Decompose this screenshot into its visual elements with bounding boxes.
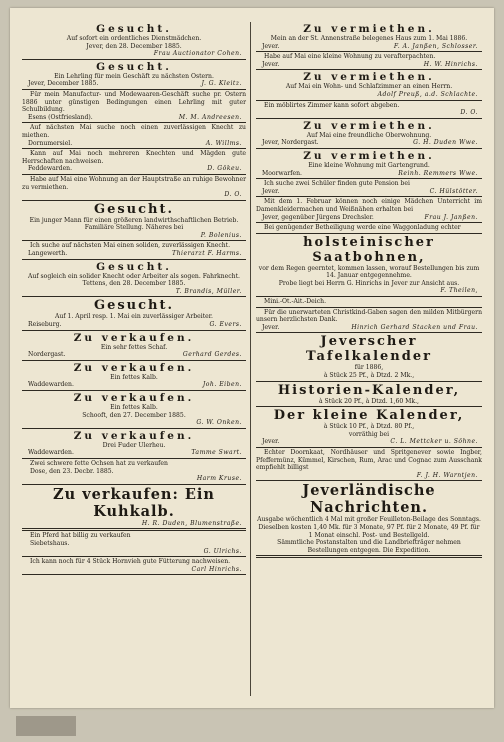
ad-place: Waddewarden. [28,449,74,457]
ad-place: Jever. [262,438,280,446]
ad-heading: Zu verkaufen. [73,331,195,344]
advertisement [22,531,246,557]
ad-signer: Adolf Preuß, a.d. Schlachte. [377,90,478,98]
ad-signature [22,140,246,148]
ad-heading: Gesucht. [96,60,172,73]
ad-place: Jever, gegenüber Jürgens Drechsler. [262,213,374,221]
ad-text: Für die unerwarteten Christkind-Gaben sagen den milden Mitbürgern unsern herzlichsten Dank. [256,308,482,324]
ad-signature [256,61,482,69]
ad-text: Jever, den 28. December 1885. [86,42,182,50]
ad-signature [256,324,482,332]
ad-heading: Jeverscher Tafelkalender [306,334,432,365]
advertisement [256,308,482,334]
ad-signer: C. L. Mettcker u. Söhne. [390,438,478,446]
advertisement [22,60,246,90]
ad-heading: Der kleine Kalender, [273,408,465,424]
ad-text: Mit dem 1. Februar können noch einige Mädchen Unterricht im Damenkleidermachen und Weißnähen erhalten bei [256,198,482,213]
ad-signer: J. G. Kleitz. [201,80,242,88]
ad-heading: Zu verkaufen. [73,429,195,442]
ad-signer: F. A. Janßen, Schlosser. [393,42,478,50]
ad-place: Langewerth. [28,250,68,258]
ad-text: Ein sehr fettes Schaf. [100,343,168,351]
ad-text: Ein Pferd hat billig zu verkaufen [30,532,131,540]
ad-text: Auf sogleich ein solider Knecht oder Arbeiter als sogen. Fahrknecht. [28,272,240,280]
advertisement [22,331,246,361]
ad-signer: Joh. Eiben. [202,381,242,389]
ad-signature [22,321,246,329]
ad-signature [256,214,482,222]
advertisement [22,123,246,149]
ad-signature [22,548,246,556]
ad-heading: Historien-Kalender, [277,382,461,398]
ad-place: Moorwarfen. [262,169,302,177]
advertisement [22,201,246,242]
ad-signer: D. Gökeu. [207,165,242,173]
ad-place: Jever, December 1885. [28,80,99,88]
ad-text: Auf 1. April resp. 1. Mai ein zuverlässiger Arbeiter. [55,313,213,321]
ad-signer: C. Hülstötter. [429,187,478,195]
ad-signature [22,191,246,199]
ad-text: Ein Lehrling für mein Geschäft zu nächsten Ostern. [54,72,214,80]
ad-signer: Frau J. Janßen. [424,213,478,221]
ad-place: Jever. [262,323,280,331]
advertisement [22,429,246,459]
ad-text: Mini.-Ot.-Ait.-Deich. [264,298,327,306]
ad-signature [22,50,246,58]
ad-heading: Gesucht. [93,201,175,217]
advertisement [22,260,246,298]
ad-signature [22,288,246,296]
ad-heading: Jeverländische Nachrichten. [302,482,436,517]
advertisement [22,90,246,123]
ad-place: Dornumersiel. [28,139,73,147]
ad-place: Esens (Ostfriesland). [28,113,93,121]
ad-text: Ein junger Mann für einen größeren landwirthschaftlichen Betrieb. Familiäre Stellung. Näheres bei [29,216,239,232]
ad-heading: Gesucht. [93,298,175,314]
ad-text: Siebetshaus. [30,539,70,547]
advertisement [22,459,246,485]
advertisement [256,223,482,234]
ad-signature [22,80,246,88]
ad-heading: Zu verkaufen. [73,361,195,374]
ad-signature [256,170,482,178]
ad-signer: G. Evers. [209,321,242,329]
ad-text: Für mein Manufactur- und Modewaaren-Geschäft suche pr. Ostern 1886 unter günstigen Bedingungen einen Lehrling mit guter Schulbildung. [22,90,246,114]
ad-text: Ein fettes Kalb. [110,404,158,411]
ad-signature [22,419,246,427]
ad-text: Ein möblirtes Zimmer kann sofort abgeben. [264,101,400,109]
ad-signer: M. M. Andreesen. [178,113,242,121]
advertisement [256,52,482,70]
ad-signature [22,566,246,574]
ad-signature [256,91,482,99]
ad-signer: G. Ulrichs. [203,547,242,555]
advertisement [256,448,482,481]
ad-text: Ich suche zwei Schüler finden gute Pension bei [264,180,410,188]
advertisement [22,22,246,60]
newspaper-page [10,8,494,708]
ad-text: Auf Mai ein Wohn- und Schlafzimmer an einen Herrn. [285,83,453,91]
ad-signer: Harm Kruse. [196,475,242,483]
ad-text: Drei Fuder Ulerheu. [102,441,166,449]
ad-signature [256,139,482,147]
advertisement [256,119,482,149]
ad-text: Auf sofort ein ordentliches Dienstmädchen. [66,35,202,42]
ad-text: Probe liegt bei Herrn G. Hinrichs in Jever zur Ansicht aus. [278,279,460,287]
ad-place: Reiseburg. [28,321,62,329]
ad-text: Tettens, den 28. December 1885. [82,280,186,288]
ad-signer: Tamme Swart. [191,449,242,457]
ad-text: à Stück 20 Pf., à Dtzd. 1,60 Mk., [318,397,419,405]
advertisement [22,241,246,259]
ad-text: Habe auf Mai eine Wohnung an der Hauptstraße an ruhige Bewohner zu vermiethen. [22,175,246,191]
advertisement [22,485,246,532]
advertisement [256,234,482,297]
ad-signer: P. Bolenius. [200,231,242,239]
ad-signer: Reinh. Remmers Wwe. [398,169,478,177]
ad-signature [22,232,246,240]
advertisement [22,557,246,575]
ad-text: Sämmtliche Postanstalten und die Landbriefträger nehmen Bestellungen entgegen. Die Expedition. [277,539,461,554]
ad-heading: Zu vermiethen. [303,149,435,162]
ad-heading: Gesucht. [96,260,172,273]
ad-signature [22,520,246,528]
ad-text: Dieselben kosten 1,40 Mk. für 3 Monate, 97 Pf. für 2 Monate, 49 Pf. für 1 Monat einschl. Post- und Bestellgeld. [258,523,480,539]
ad-signer: F. Theilen, [440,287,478,295]
ad-signature [22,114,246,122]
ad-text: Auf nächsten Mai suche noch einen zuverlässigen Knecht zu miethen. [22,124,246,139]
advertisement [22,297,246,330]
ad-text: à Stück 10 Pf., à Dtzd. 80 Pf., [323,423,415,431]
ad-text: Zwei schwere fette Ochsen hat zu verkaufen [30,459,168,467]
ad-heading: Gesucht. [96,23,172,35]
ad-signature [22,250,246,258]
column-divider [250,22,251,696]
ad-signer: Carl Hinrichs. [191,565,242,573]
advertisement [22,175,246,201]
advertisement [256,333,482,381]
ad-signature [256,43,482,51]
ad-text: für 1886, [354,364,384,372]
ad-heading: Zu vermiethen. [303,23,435,35]
ad-signer: T. Brandis, Müller. [175,287,242,295]
ad-heading: Zu verkaufen: Ein Kuhkalb. [53,485,215,520]
ad-text: Ich suche auf nächsten Mai einen soliden, zuverlässigen Knecht. [30,242,231,250]
ad-place: Feddewarden. [28,165,73,173]
advertisement [256,101,482,119]
advertisement [256,70,482,100]
ad-signer: F. J. H. Warntjen. [416,471,478,479]
ad-signature [256,109,482,117]
ad-signature [22,351,246,359]
right-column [256,22,482,696]
advertisement [256,382,482,408]
ad-signature [256,438,482,446]
advertisement [22,361,246,391]
library-stamp-icon [16,716,76,736]
ad-signer: D. O. [460,109,478,117]
ad-signature [22,449,246,457]
ad-signer: D. O. [224,191,242,199]
ad-place: Jever. [262,187,280,195]
ad-signer: H. W. Hinrichs. [423,60,478,68]
ad-text: Ich kann noch für 4 Stück Hornvieh gute Fütterung nachweisen. [30,558,231,566]
ad-heading: holsteinischer Saatbohnen, [303,234,435,265]
ad-place: Waddewarden. [28,381,74,389]
ad-text: Eine kleine Wohnung mit Gartengrund. [308,161,430,169]
ad-place: Nordergast. [28,351,66,359]
ad-text: Auf Mai eine freundliche Oberwohnung. [306,131,432,139]
ad-signer: G. H. Duden Wwe. [413,139,478,147]
ad-text: à Stück 25 Pf., à Dtzd. 2 Mk., [323,372,415,380]
advertisement [256,481,482,558]
ad-text: Ausgabe wöchentlich 4 Mal mit großer Feuilleton-Beilage des Sonntags. [257,516,481,524]
advertisement [256,297,482,308]
ad-signer: Thierarzt F. Harms. [172,250,242,258]
ad-text: Bei genügender Betheiligung werde eine Waggonladung echter [264,224,461,232]
ad-text: Mein an der St. Annenstraße belegenes Haus zum 1. Mai 1886. [270,35,468,42]
advertisement [22,149,246,175]
ad-signer: Gerhard Gerdes. [182,351,242,359]
ad-signature [256,472,482,480]
ad-text: Echter Doornkaat, Nordhäuser und Spritgenever sowie Ingber, Pfeffermünz, Kümmel, Kirschen, Rum, Arac und Cognac zum Ausschank empfiehlt billigst [256,449,482,472]
ad-signature [22,381,246,389]
advertisement [256,407,482,448]
advertisement [256,179,482,197]
ad-signer: H. R. Duden, Blumenstraße. [141,519,242,527]
ad-signer: Hinrich Gerhard Stacken und Frau. [351,323,478,331]
ad-signature [22,475,246,483]
ad-text: vorräthig bei [348,430,390,438]
advertisement [22,391,246,429]
advertisement [256,197,482,223]
ad-place: Jever. [262,42,280,50]
ad-heading: Zu vermiethen. [303,119,435,132]
ad-text: Schooft, den 27. December 1885. [82,411,186,419]
ad-heading: Zu verkaufen. [73,392,195,404]
ad-signer: G. W. Onken. [196,419,242,427]
ad-place: Jever. [262,60,280,68]
left-column [22,22,246,696]
ad-text: Kann auf Mai noch mehreren Knechten und Mägden gute Herrschaften nachweisen. [22,150,246,165]
ad-signature [256,287,482,295]
ad-text: Ein fettes Kalb. [110,373,158,381]
ad-heading: Zu vermiethen. [303,71,435,84]
ad-signer: A. Willms. [205,139,242,147]
advertisement [256,22,482,52]
ad-text: vor dem Regen geerntet, kommen lassen, worauf Bestellungen bis zum 14. Januar entgegennehme. [258,264,480,280]
ad-signature [256,188,482,196]
advertisement [256,149,482,179]
ad-text: Dose, den 23. Decbr. 1885. [30,467,114,475]
ad-text: Habe auf Mai eine kleine Wohnung zu verafterpachten. [264,53,436,61]
ad-signer: Frau Auctionator Cohen. [153,50,242,58]
ad-place: Jever, Nordergast. [262,139,319,147]
ad-signature [22,165,246,173]
